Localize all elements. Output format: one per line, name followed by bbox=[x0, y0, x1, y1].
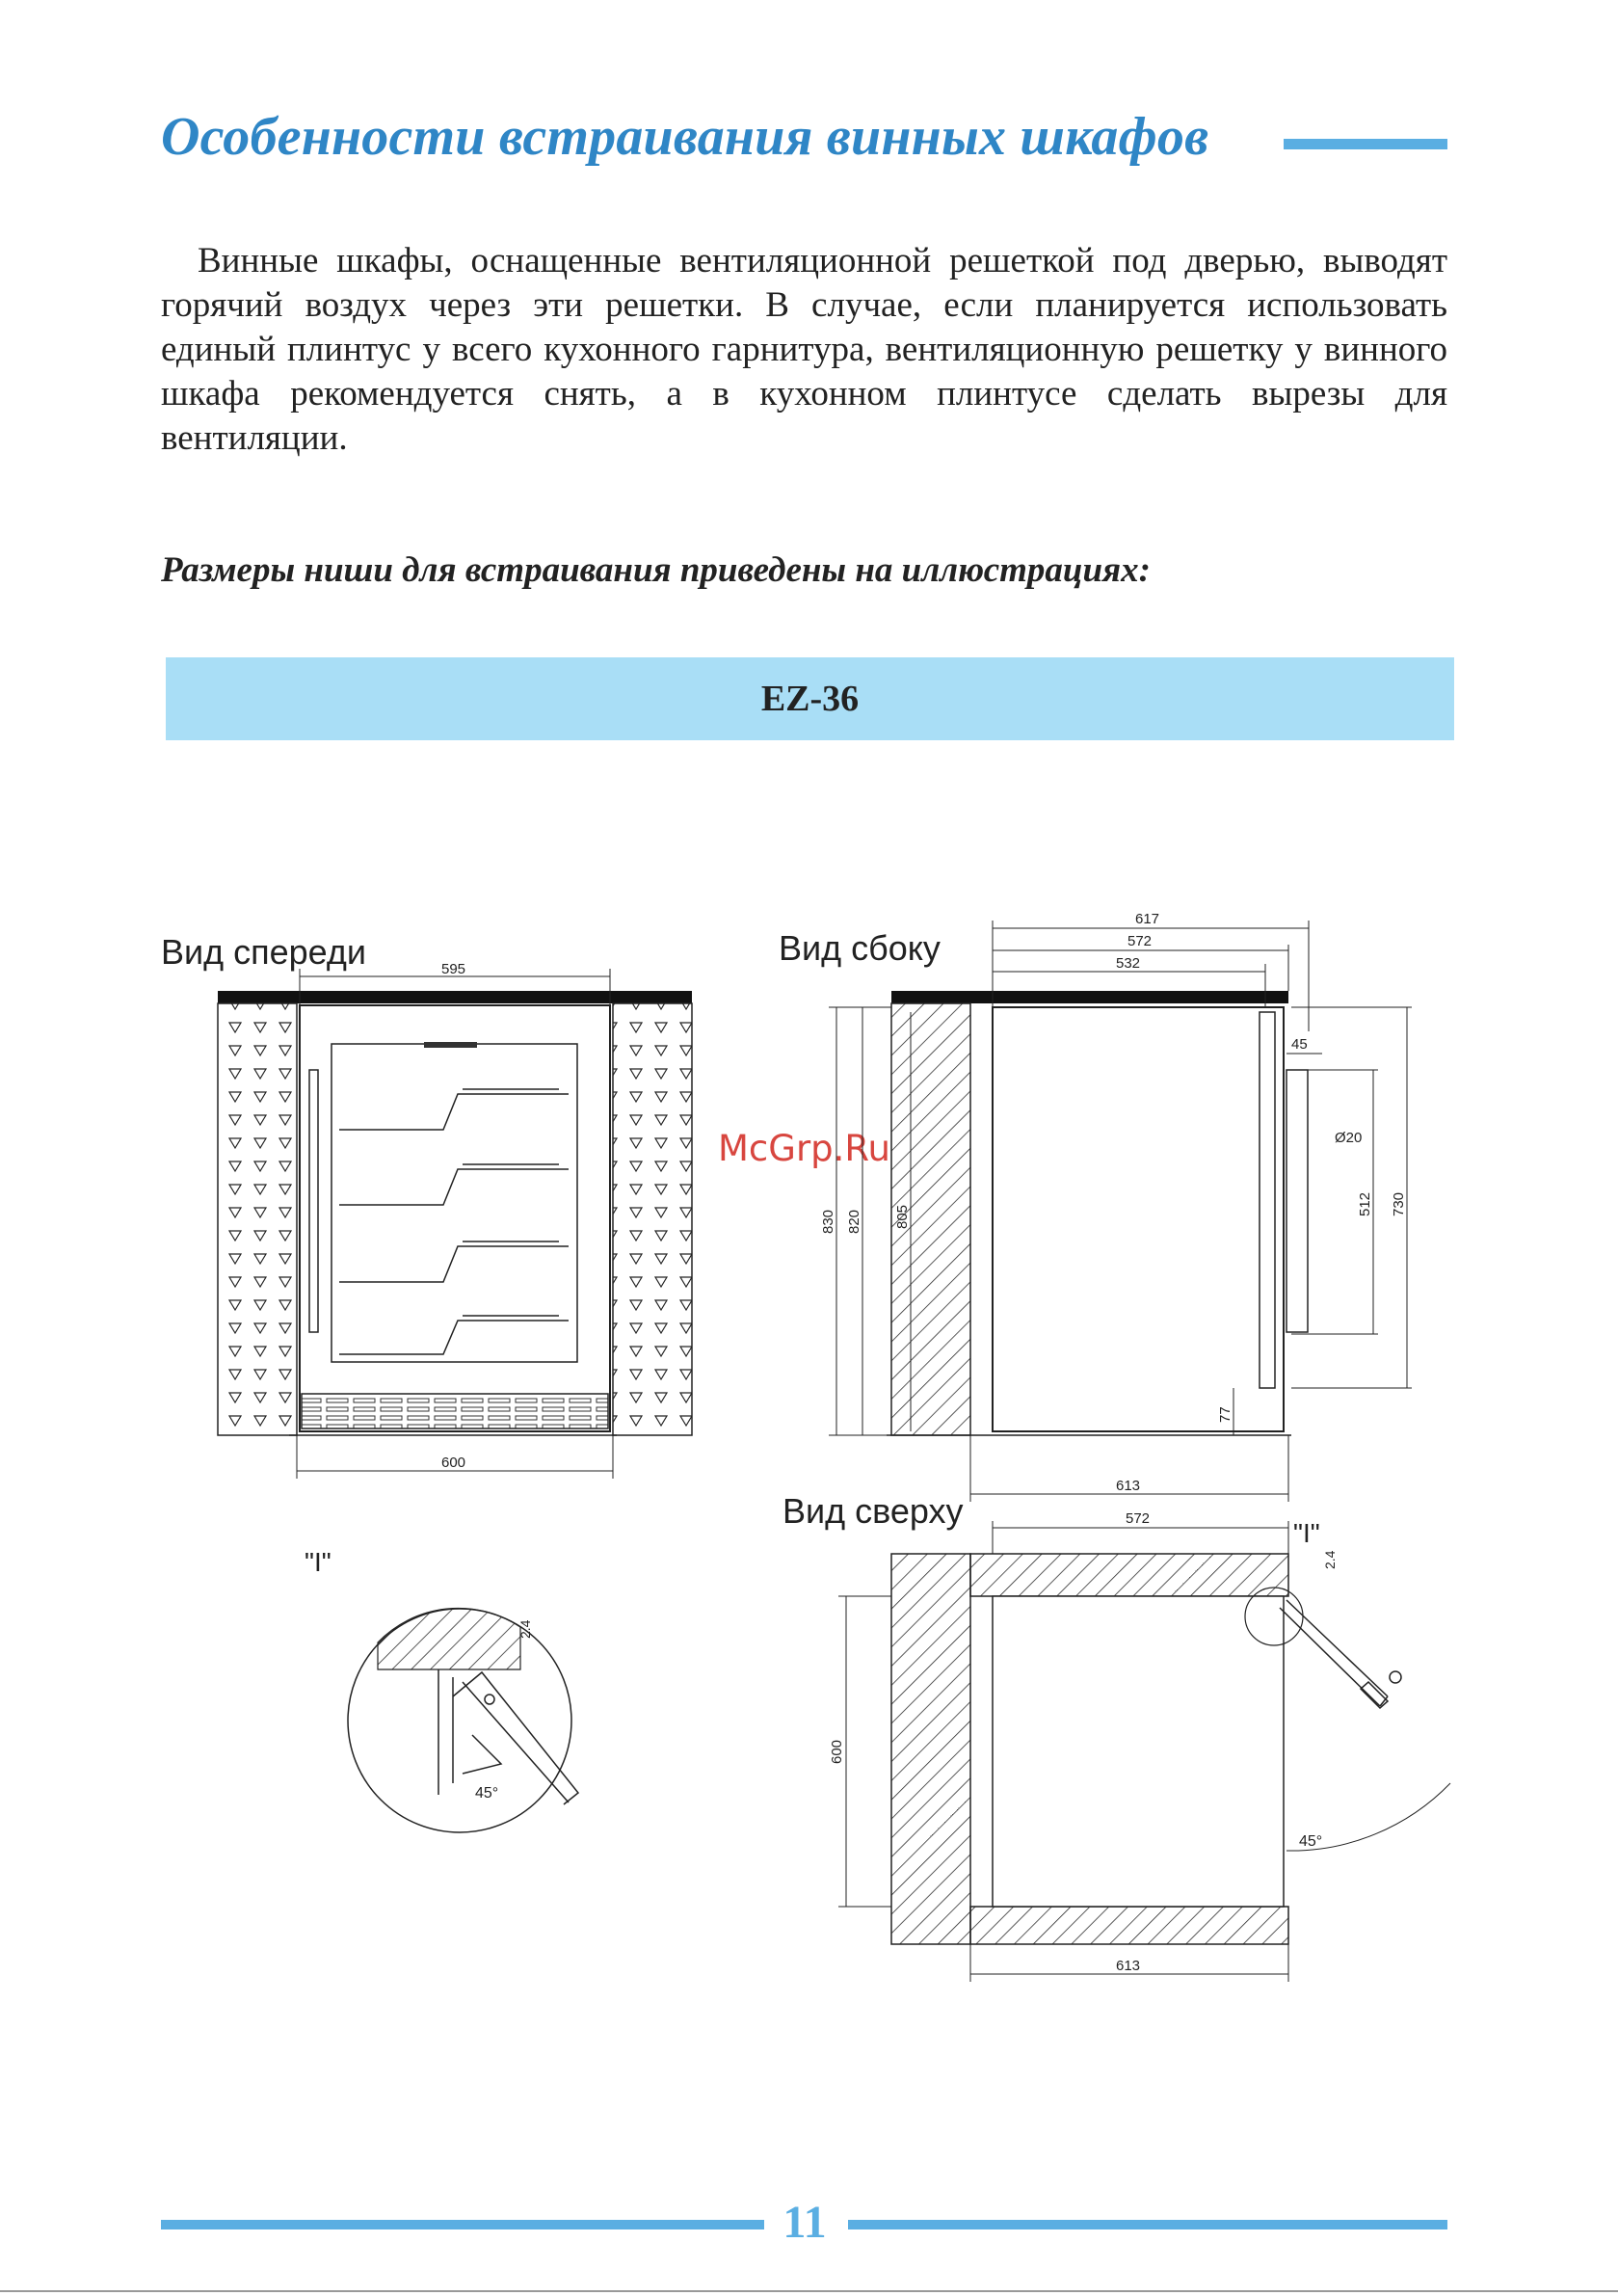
front-control-panel bbox=[424, 1042, 477, 1048]
side-dim-45: 45 bbox=[1291, 1036, 1308, 1053]
top-dim-572: 572 bbox=[1126, 1510, 1151, 1527]
side-handle bbox=[1286, 1070, 1308, 1332]
side-dim-830: 830 bbox=[820, 1209, 836, 1234]
side-dim-d20: Ø20 bbox=[1335, 1130, 1363, 1146]
footer-bar-right bbox=[848, 2220, 1447, 2229]
side-dim-730: 730 bbox=[1391, 1191, 1407, 1216]
side-dim-512: 512 bbox=[1357, 1191, 1373, 1216]
front-dim-595: 595 bbox=[441, 961, 466, 977]
top-dim-angle: 45° bbox=[1299, 1833, 1323, 1850]
detail-dim-angle: 45° bbox=[475, 1785, 499, 1802]
front-left-cabinet bbox=[218, 1003, 297, 1435]
front-dim-600: 600 bbox=[441, 1455, 466, 1471]
footer-bar-left bbox=[161, 2220, 764, 2229]
top-dim-613: 613 bbox=[1116, 1958, 1141, 1974]
side-dim-77: 77 bbox=[1217, 1406, 1233, 1423]
front-appliance-body bbox=[300, 1005, 610, 1431]
top-wall-back bbox=[891, 1554, 970, 1944]
top-door-swing bbox=[1280, 1600, 1450, 1851]
model-name: EZ-36 bbox=[760, 679, 860, 719]
page-bottom-edge bbox=[0, 2290, 1618, 2292]
side-dim-617: 617 bbox=[1135, 911, 1160, 927]
side-cabinet-body bbox=[993, 1007, 1284, 1431]
side-countertop bbox=[891, 991, 1288, 1003]
side-dim-805: 805 bbox=[894, 1204, 911, 1229]
side-view-label: Вид сбоку bbox=[779, 928, 941, 968]
detail-hatch bbox=[378, 1608, 520, 1669]
top-appliance-outline bbox=[993, 1596, 1284, 1907]
side-dim-572: 572 bbox=[1127, 933, 1153, 949]
top-dim-24: 2.4 bbox=[1322, 1550, 1338, 1569]
side-dim-820: 820 bbox=[846, 1209, 862, 1234]
page-number: 11 bbox=[782, 2197, 827, 2248]
side-dim-613: 613 bbox=[1116, 1478, 1141, 1494]
side-view bbox=[779, 911, 1412, 1502]
top-dim-600: 600 bbox=[829, 1739, 845, 1764]
front-right-cabinet bbox=[613, 1003, 692, 1435]
front-view-label: Вид спереди bbox=[161, 932, 367, 972]
detail-dim-24: 2.4 bbox=[517, 1619, 533, 1639]
top-detail-marker: "I" bbox=[1293, 1518, 1320, 1548]
front-countertop bbox=[218, 991, 692, 1003]
top-view bbox=[782, 1491, 1450, 1982]
detail-label: "I" bbox=[305, 1547, 332, 1577]
front-vent-grill bbox=[302, 1394, 608, 1428]
top-wall-upper bbox=[970, 1554, 1288, 1596]
detail-view bbox=[305, 1547, 578, 1832]
watermark-text: McGrp.Ru bbox=[718, 1128, 890, 1169]
front-view bbox=[161, 932, 692, 1479]
section-subtitle: Размеры ниши для встраивания приведены на иллюстрациях: bbox=[161, 550, 1151, 590]
page-title: Особенности встраивания винных шкафов bbox=[161, 107, 1209, 167]
top-wall-lower bbox=[970, 1907, 1288, 1944]
side-dim-532: 532 bbox=[1116, 955, 1141, 972]
top-view-label: Вид сверху bbox=[782, 1491, 964, 1531]
intro-paragraph: Винные шкафы, оснащенные вентиляционной решеткой под дверью, выводят горячий воздух через эти решетки. В случае, если планируется использовать единый плинтус у всего кухонного гарнитура, вентиляционную решетку у винного шкафа рекомендуется снять, а в кухонном плинтусе сделать вырезы для вентиляции. bbox=[161, 241, 1447, 458]
